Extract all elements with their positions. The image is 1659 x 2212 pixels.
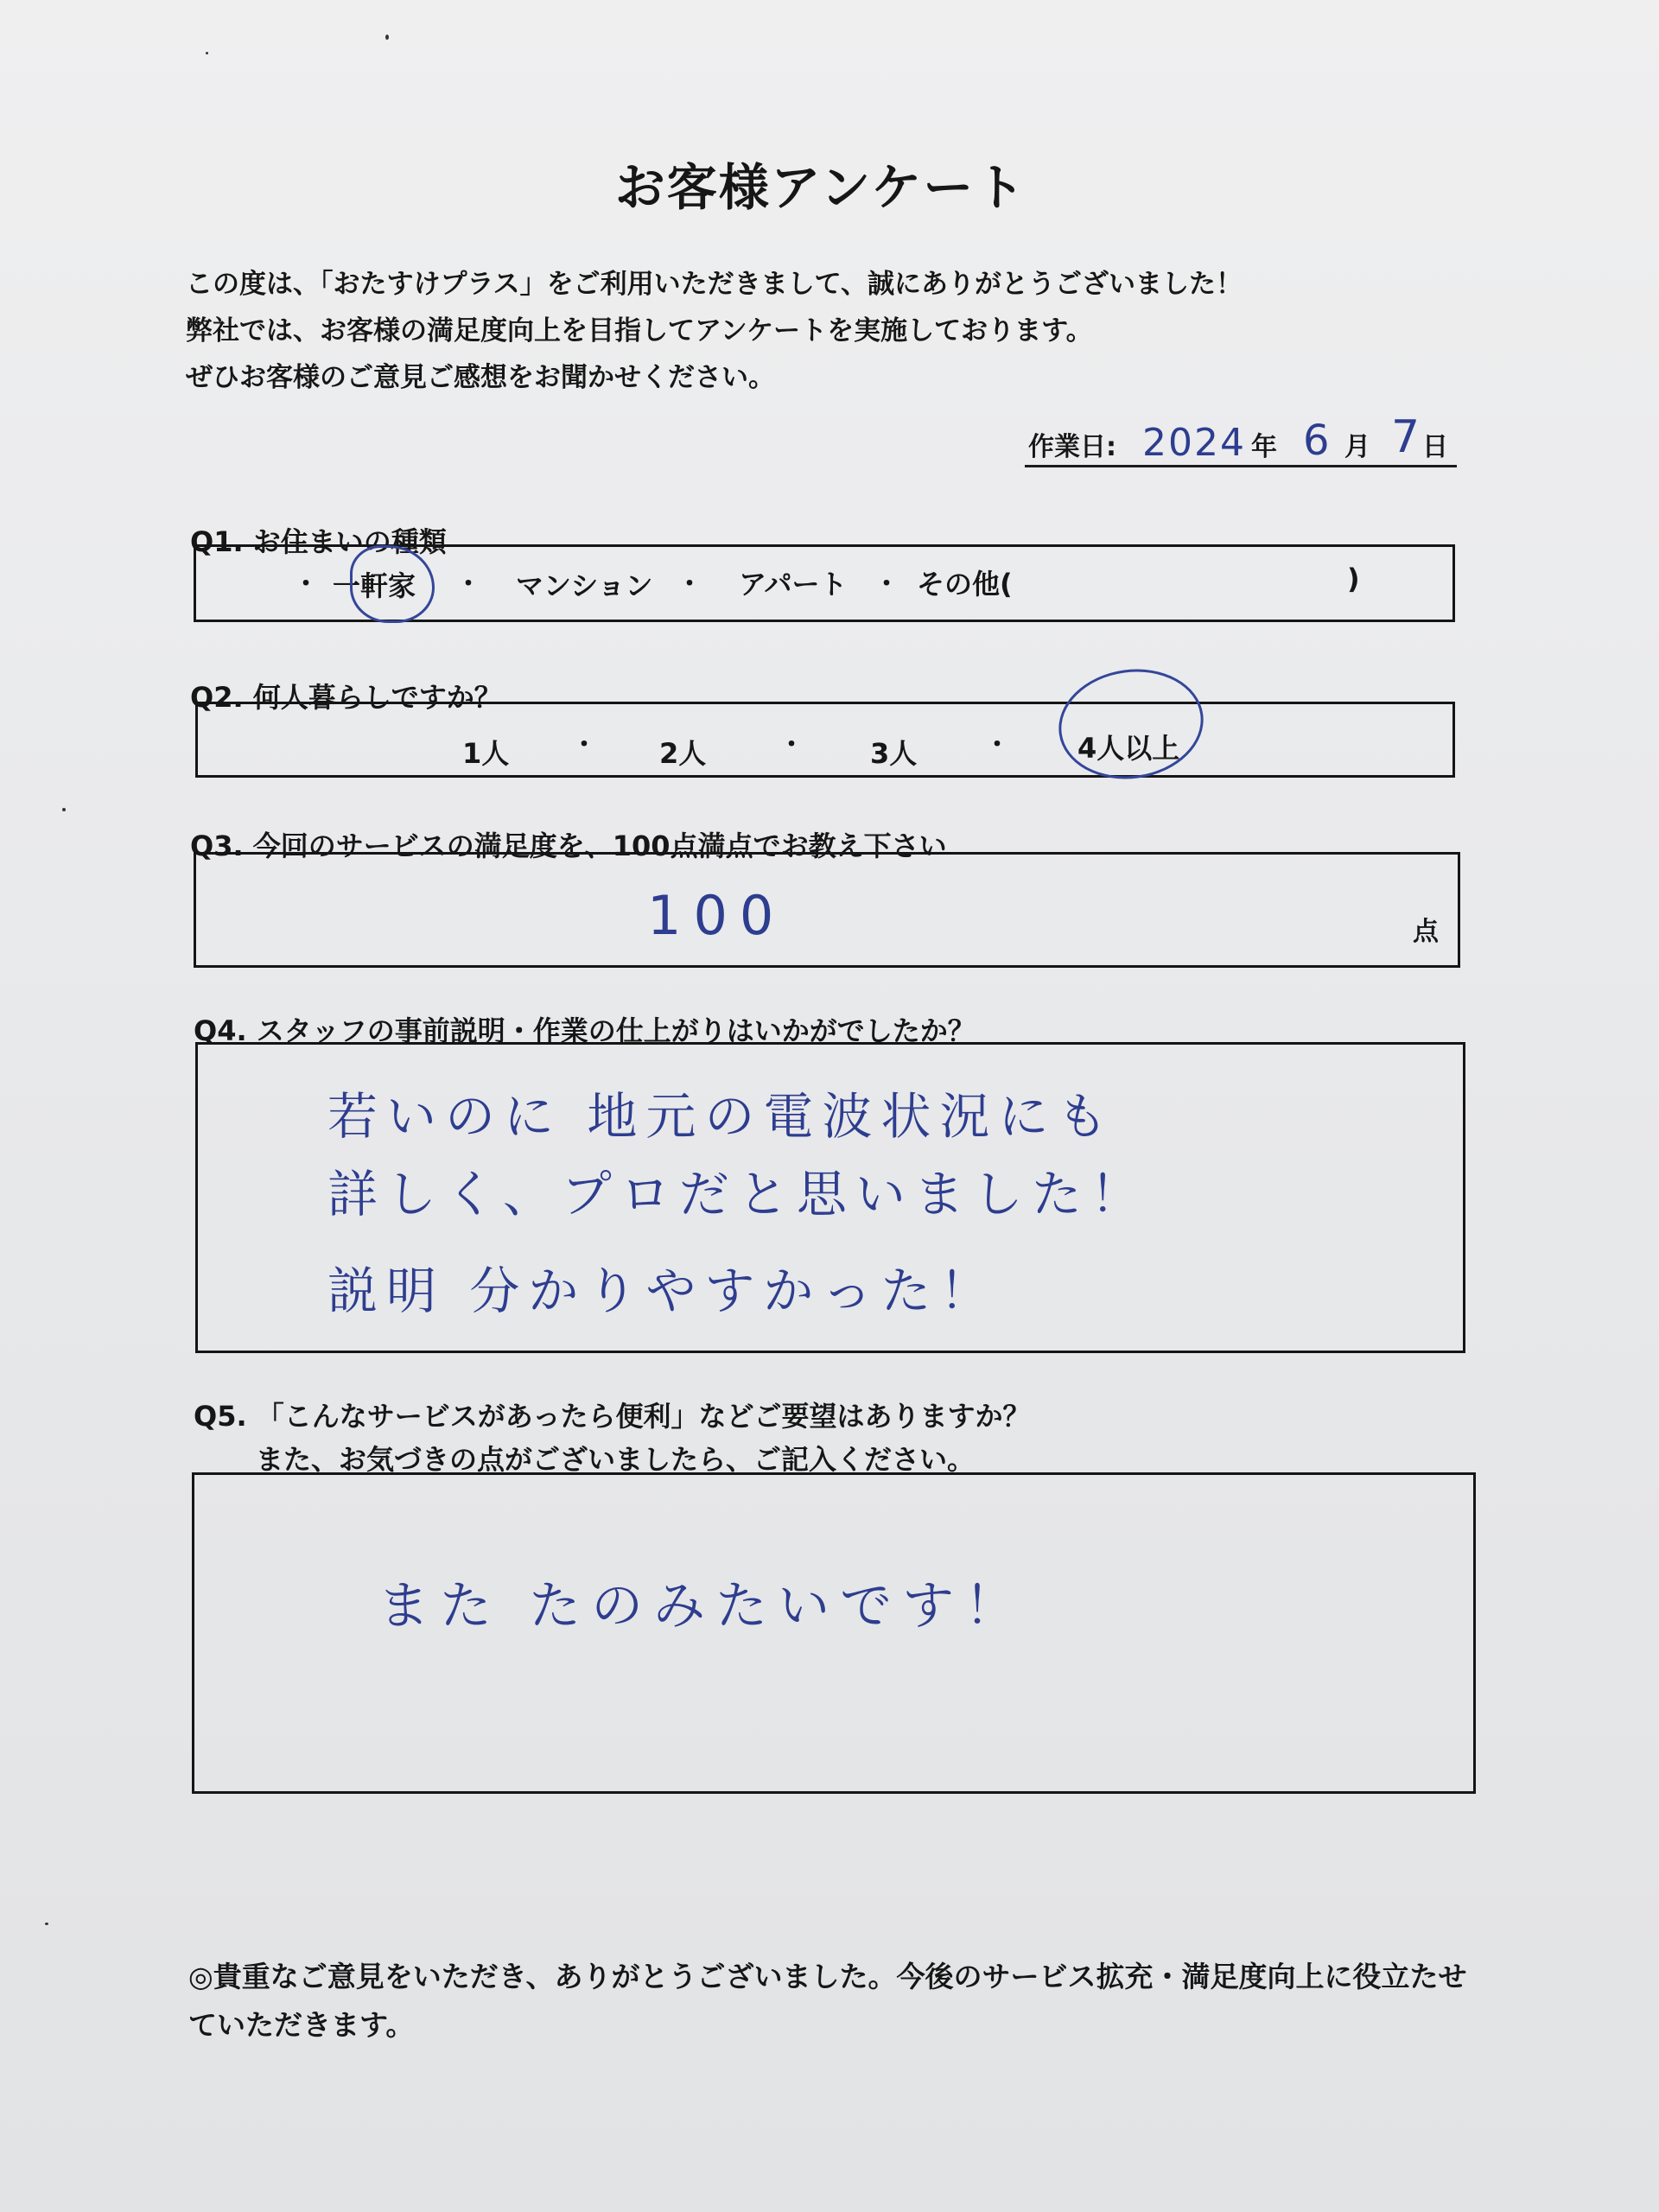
q4-answer-line: 若いのに 地元の電波状況にも <box>327 1087 1116 1146</box>
work-date-month: 6 <box>1303 416 1330 465</box>
q3-label: Q3. 今回のサービスの満足度を、100点満点でお教え下さい <box>190 830 947 862</box>
q2-option-4-plus[interactable]: 4人以上 <box>1077 732 1180 765</box>
q1-option-apartment[interactable]: アパート <box>739 568 848 601</box>
q1-label: Q1. お住まいの種類 <box>190 525 447 558</box>
q5-answer: また たのみたいです！ <box>378 1576 1027 1637</box>
q2-answer-box: 1人 ・ 2人 ・ 3人 ・ 4人以上 <box>195 702 1455 778</box>
month-unit: 月 <box>1344 432 1370 462</box>
year-unit: 年 <box>1251 432 1277 462</box>
q5-label: Q5. 「こんなサービスがあったら便利」などご要望はありますか？ <box>194 1400 1031 1433</box>
q2-option-1[interactable]: 1人 <box>462 737 510 770</box>
q5-answer-box[interactable] <box>192 1472 1476 1794</box>
closing-message: ◎貴重なご意見をいただき、ありがとうございました。今後のサービス拡充・満足度向上に役立たせていただきます。 <box>188 1960 1467 2042</box>
q2-option-2[interactable]: 2人 <box>659 737 707 770</box>
intro-line: この度は、「おたすけプラス」をご利用いただきまして、誠にありがとうございました！ <box>186 269 1243 300</box>
q2-option-3[interactable]: 3人 <box>870 737 918 770</box>
work-date-day: 7 <box>1391 411 1421 463</box>
intro-line: ぜひお客様のご意見ご感想をお聞かせください。 <box>186 362 775 393</box>
q3-score: 100 <box>647 884 786 947</box>
page-title: お客様アンケート <box>614 158 1027 217</box>
q4-answer-line: 詳しく、プロだと思いました！ <box>327 1165 1149 1224</box>
q5-sublabel: また、お気づきの点がございましたら、ご記入ください。 <box>256 1443 976 1476</box>
selection-circle <box>1052 660 1211 788</box>
q3-unit: 点 <box>1413 917 1439 947</box>
q4-label: Q4. スタッフの事前説明・作業の仕上がりはいかがでしたか？ <box>194 1014 976 1047</box>
q4-answer-box[interactable] <box>195 1042 1465 1353</box>
day-unit: 日 <box>1422 432 1448 462</box>
q3-answer-box[interactable] <box>194 852 1460 968</box>
intro-text <box>186 261 1243 401</box>
q1-option-other[interactable]: その他( <box>917 568 1013 601</box>
work-date-year: 2024 <box>1142 421 1246 465</box>
intro-line: 弊社では、お客様の満足度向上を目指してアンケートを実施しております。 <box>186 315 1093 346</box>
selection-circle <box>350 545 435 623</box>
q1-answer-box: ・ 一軒家 ・ マンション ・ アパート ・ その他( ) <box>194 544 1455 622</box>
work-date-label: 作業日: <box>1028 432 1116 462</box>
q1-option-detached-house[interactable]: 一軒家 <box>333 569 416 602</box>
q2-label: Q2. 何人暮らしですか？ <box>190 681 502 714</box>
q1-other-close-paren: ) <box>1347 563 1360 595</box>
q1-option-mansion[interactable]: マンション <box>516 569 653 602</box>
q4-answer-line: 説明 分かりやすかった！ <box>327 1262 999 1320</box>
work-date-field[interactable] <box>1025 411 1457 467</box>
